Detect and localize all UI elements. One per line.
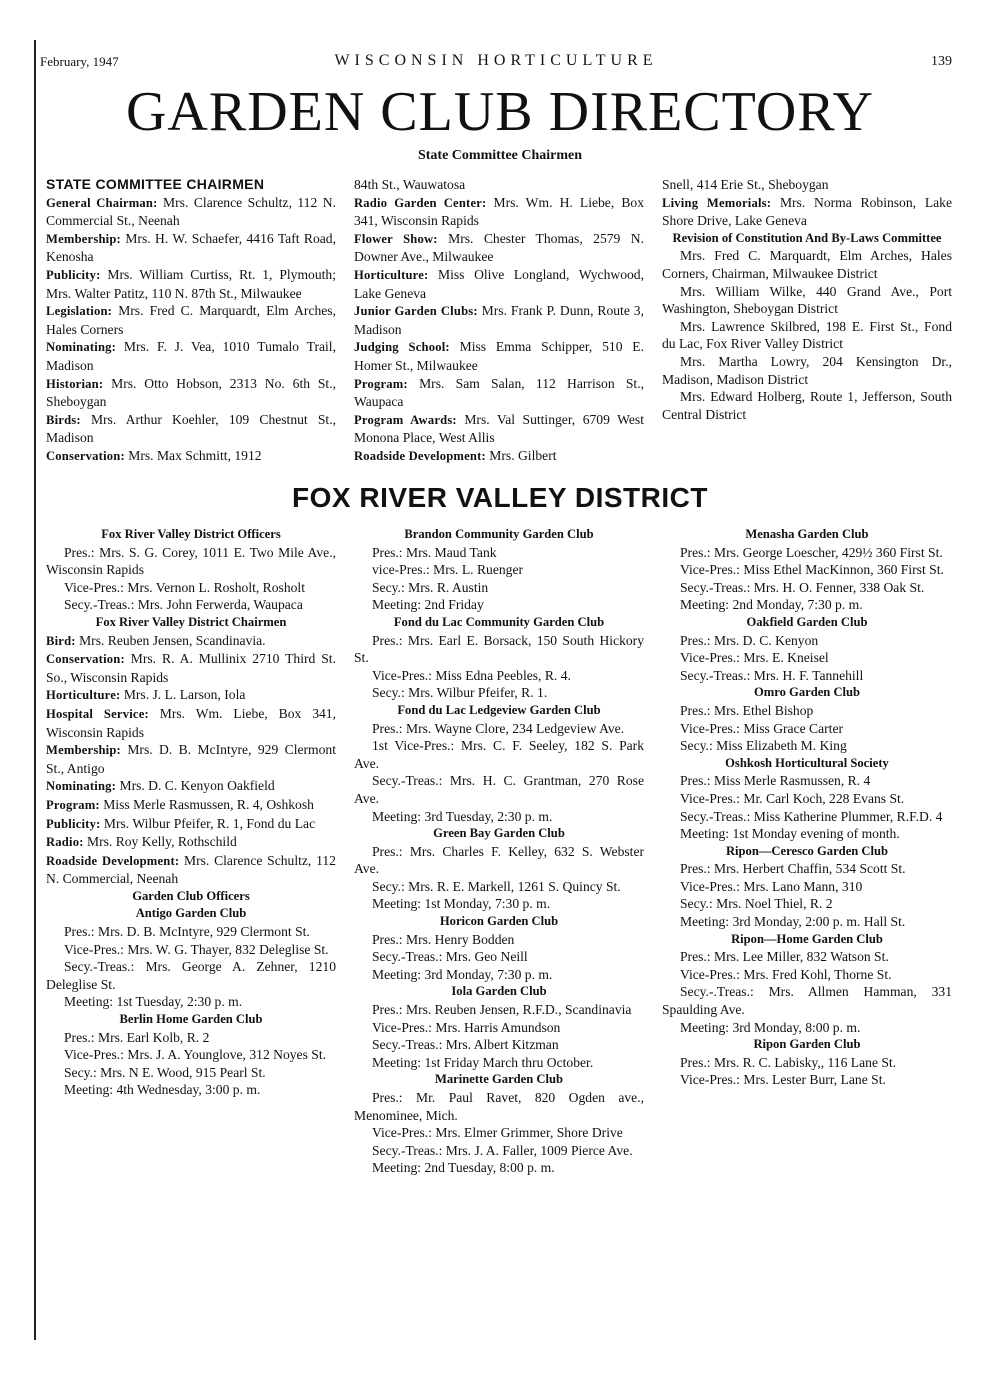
directory-entry [354,302,644,338]
directory-entry [46,411,336,447]
entry-text: Mrs. Wm. Liebe, Box 341, Wisconsin Rapids [46,705,336,740]
directory-entry [46,686,336,705]
club-officer-line: Pres.: Mrs. Wayne Clore, 234 Ledgeview Ave. [372,720,625,736]
club-officer-line: Vice-Pres.: Miss Ethel MacKinnon, 360 First St. [680,562,944,578]
directory-line: Mrs. Fred C. Marquardt, Elm Arches, Hales Corners, Chairman, Milwaukee District [662,248,952,281]
club-officer-line: Secy.: Mrs. Wilbur Pfeifer, R. 1. [372,685,548,701]
entry-text: Mrs. Gilbert [485,447,557,463]
club-officer-line: Secy.-Treas.: Mrs. H. O. Fenner, 338 Oak St. [680,579,925,595]
club-name: Oakfield Garden Club [746,614,868,629]
entry-text: Mrs. Otto Hobson, 2313 No. 6th St., Sheboygan [46,375,336,410]
entry-text: Mrs. Reuben Jensen, Scandinavia. [75,632,266,648]
directory-entry [46,705,336,741]
section-subtitle: State Committee Chairmen [417,148,583,163]
state-column-1 [46,176,336,466]
directory-entry [46,230,336,266]
club-officer-line: Secy.: Mrs. R. E. Markell, 1261 S. Quincy St. [372,878,621,894]
club-officer-line: Secy.: Mrs. Noel Thiel, R. 2 [680,896,833,912]
club-entry [46,1011,336,1099]
club-officer-line: Pres.: Mrs. Henry Bodden [372,931,515,947]
directory-line: Vice-Pres.: Mrs. Vernon L. Rosholt, Rosholt [64,579,305,595]
club-name: Fond du Lac Ledgeview Garden Club [397,702,601,717]
entry-label: General Chairman: [46,195,158,210]
club-officer-line: Meeting: 3rd Tuesday, 2:30 p. m. [372,808,553,824]
club-name: Oshkosh Horticultural Society [725,755,889,770]
directory-entry [662,176,952,194]
entry-text: Miss Olive Longland, Wychwood, Lake Geneva [354,266,644,301]
club-entry [662,843,952,931]
fox-col3-clubs [662,526,952,1089]
club-officer-line: Pres.: Mrs. George Loescher, 429½ 360 First St. [680,544,943,560]
entry-label: Conservation: [46,448,125,463]
club-officer-line: Secy.-Treas.: Mrs. Albert Kitzman [372,1037,559,1053]
directory-entry [662,194,952,230]
entry-label: Roadside Development: [46,853,180,868]
club-officer-line: Meeting: 3rd Monday, 8:00 p. m. [680,1019,861,1035]
directory-entry [46,741,336,777]
entry-label: Radio Garden Center: [354,195,487,210]
entry-label: Roadside Development: [354,448,486,463]
club-officer-line: Meeting: 2nd Monday, 7:30 p. m. [680,597,863,613]
club-name: Ripon—Home Garden Club [731,931,883,946]
entry-label: Program Awards: [354,412,457,427]
club-officers-heading: Garden Club Officers [132,888,250,903]
club-officer-line: Pres.: Mrs. R. C. Labisky,, 116 Lane St. [680,1054,897,1070]
directory-entry [46,632,336,651]
entry-text: Mrs. Max Schmitt, 1912 [124,447,262,463]
issue-date: February, 1947 [40,54,119,69]
club-entry [662,526,952,614]
entry-text: Mrs. Fred C. Marquardt, Elm Arches, Hales Corners [46,303,336,337]
directory-entry [46,302,336,338]
club-officer-line: Pres.: Mrs. D. C. Kenyon [680,632,819,648]
directory-entry [354,176,644,194]
district-officers-heading: Fox River Valley District Officers [101,527,281,541]
club-officer-line: Meeting: 3rd Monday, 2:00 p. m. Hall St. [680,914,906,930]
entry-label: Membership: [46,231,121,246]
page-number: 139 [931,54,952,69]
club-officer-line: Meeting: 2nd Friday [372,597,484,613]
club-name: Green Bay Garden Club [433,826,565,841]
club-officer-line: Vice-Pres.: Mrs. Lano Mann, 310 [680,878,863,894]
club-entry [354,702,644,825]
club-entry [354,614,644,702]
club-entry [354,913,644,983]
entry-text: Mrs. R. A. Mullinix 2710 Third St. So., Wisconsin Rapids [46,651,336,685]
directory-entry [46,338,336,374]
entry-label: Horticulture: [354,267,429,282]
directory-entry [354,338,644,374]
club-officer-line: Secy.: Mrs. R. Austin [372,579,489,595]
club-entry [662,614,952,684]
entry-text: Mrs. Wilbur Pfeifer, R. 1, Fond du Lac [100,815,316,831]
entry-text: Mrs. D. C. Kenyon Oakfield [116,778,275,794]
fox-column-2 [354,526,644,1177]
entry-text: Mrs. Chester Thomas, 2579 N. Downer Ave., Milwaukee [354,230,644,265]
club-officer-line: Meeting: 1st Monday evening of month. [680,826,900,842]
directory-entry [354,411,644,447]
club-officer-line: Pres.: Mrs. Earl E. Borsack, 150 South Hickory St. [354,632,644,666]
entry-label: Radio: [46,835,84,850]
club-officer-line: Secy.-.Treas.: Mrs. Allmen Hamman, 331 Spaulding Ave. [662,984,952,1018]
club-entry [662,1036,952,1089]
district-chairmen [46,632,336,888]
directory-entry [46,833,336,852]
entry-text: Mrs. William Curtiss, Rt. 1, Plymouth; Mrs. Walter Patitz, 110 N. 87th St., Milwaukee [46,266,336,301]
entry-text: Mrs. Arthur Koehler, 109 Chestnut St., Madison [46,411,336,446]
club-officer-line: Vice-Pres.: Mrs. Harris Amundson [372,1019,561,1035]
club-officer-line: Secy.-Treas.: Mrs. H. F. Tannehill [680,667,864,683]
entry-text: Snell, 414 Erie St., Sheboygan [662,177,829,192]
entry-label: Nominating: [46,340,117,355]
club-officer-line: Pres.: Mr. Paul Ravet, 820 Ogden ave., Menominee, Mich. [354,1090,644,1123]
directory-entry [46,194,336,230]
entry-label: Bird: [46,633,76,648]
state-col3-entries [662,176,952,230]
entry-text: Mrs. Val Suttinger, 6709 West Monona Place, West Allis [354,411,644,446]
state-col1-entries [46,194,336,466]
entry-text: Mrs. Clarence Schultz, 112 N. Commercial St., Neenah [46,194,336,229]
entry-text: Miss Merle Rasmussen, R. 4, Oshkosh [99,796,314,812]
club-officer-line: Pres.: Mrs. Lee Miller, 832 Watson St. [680,949,889,965]
entry-text: Mrs. J. L. Larson, Iola [120,687,246,703]
entry-label: Living Memorials: [662,195,772,210]
directory-entry [46,650,336,686]
club-name: Iola Garden Club [451,984,547,999]
club-officer-line: Secy.-Treas.: Mrs. J. A. Faller, 1009 Pierce Ave. [372,1142,633,1158]
club-entry [354,825,644,913]
entry-text: Mrs. Sam Salan, 112 Harrison St., Waupaca [354,375,644,410]
state-committee-heading: STATE COMMITTEE CHAIRMEN [46,176,265,192]
club-officer-line: Pres.: Mrs. Charles F. Kelley, 632 S. Webster Ave. [354,843,644,877]
entry-label: Flower Show: [354,231,438,246]
state-column-2 [354,176,644,466]
entry-text: Mrs. Wm. H. Liebe, Box 341, Wisconsin Rapids [354,194,644,229]
club-name: Horicon Garden Club [439,914,559,929]
club-officer-line: Secy.: Mrs. N E. Wood, 915 Pearl St. [64,1064,266,1080]
entry-text: Mrs. Norma Robinson, Lake Shore Drive, Lake Geneva [662,194,952,229]
entry-label: Historian: [46,376,104,391]
club-officer-line: Meeting: 4th Wednesday, 3:00 p. m. [64,1082,261,1098]
directory-entry [354,447,644,466]
club-officer-line: Pres.: Mrs. Maud Tank [372,544,497,560]
entry-label: Nominating: [46,779,117,794]
club-officer-line: Pres.: Mrs. Earl Kolb, R. 2 [64,1029,210,1045]
club-entry [662,931,952,1037]
club-officer-line: Pres.: Mrs. Herbert Chaffin, 534 Scott St. [680,861,906,877]
club-name: Berlin Home Garden Club [119,1012,263,1027]
club-officer-line: Pres.: Miss Merle Rasmussen, R. 4 [680,773,871,789]
directory-entry [46,375,336,411]
entry-text: 84th St., Wauwatosa [354,177,466,192]
fox-column-1 [46,526,336,1099]
entry-label: Hospital Service: [46,706,149,721]
directory-line: Mrs. Martha Lowry, 204 Kensington Dr., Madison, Madison District [662,353,952,387]
club-entry [46,905,336,1011]
bylaws-committee-heading: Revision of Constitution And By-Laws Committee [672,230,942,245]
entry-text: Mrs. F. J. Vea, 1010 Tumalo Trail, Madison [46,339,336,373]
running-header [40,52,952,74]
district-title: FOX RIVER VALLEY DISTRICT [292,482,708,513]
club-officer-line: Vice-Pres.: Mrs. Lester Burr, Lane St. [680,1072,886,1088]
club-entry [662,755,952,843]
entry-label: Publicity: [46,816,101,831]
entry-label: Junior Garden Clubs: [354,304,478,319]
club-officer-line: Vice-Pres.: Mrs. E. Kneisel [680,650,829,666]
directory-entry [354,375,644,411]
club-officer-line: Meeting: 2nd Tuesday, 8:00 p. m. [372,1160,555,1176]
journal-name: WISCONSIN HORTICULTURE [334,52,658,69]
club-officer-line: Vice-Pres.: Mrs. W. G. Thayer, 832 Deleglise St. [64,941,329,957]
directory-line: Mrs. Lawrence Skilbred, 198 E. First St., Fond du Lac, Fox River Valley District [662,318,952,352]
club-officer-line: Vice-Pres.: Miss Edna Peebles, R. 4. [372,667,571,683]
club-officer-line: Pres.: Mrs. D. B. McIntyre, 929 Clermont St. [64,924,310,940]
entry-text: Mrs. D. B. McIntyre, 929 Clermont St., Antigo [46,742,336,776]
club-name: Omro Garden Club [753,685,861,700]
club-officer-line: 1st Vice-Pres.: Mrs. C. F. Seeley, 182 S. Park Ave. [354,738,644,771]
entry-text: Mrs. Clarence Schultz, 112 N. Commercial, Neenah [46,852,336,887]
directory-entry [46,815,336,834]
club-officer-line: Vice-Pres.: Mrs. J. A. Younglove, 312 Noyes St. [64,1047,327,1063]
state-col2-entries [354,176,644,466]
entry-label: Program: [354,376,408,391]
club-officer-line: Secy.: Miss Elizabeth M. King [680,738,847,754]
directory-line: Mrs. Edward Holberg, Route 1, Jefferson, South Central District [662,389,952,422]
club-officer-line: Secy.-Treas.: Mrs. H. C. Grantman, 270 Rose Ave. [354,773,644,806]
entry-label: Horticulture: [46,688,121,703]
club-officer-line: Meeting: 1st Tuesday, 2:30 p. m. [64,994,243,1010]
page-title: GARDEN CLUB DIRECTORY [125,81,874,143]
entry-label: Legislation: [46,304,113,319]
club-officer-line: Secy.-Treas.: Mrs. Geo Neill [372,949,528,965]
club-officer-line: Pres.: Mrs. Ethel Bishop [680,702,814,718]
entry-text: Mrs. Frank P. Dunn, Route 3, Madison [354,303,644,337]
directory-entry [46,852,336,888]
club-name: Brandon Community Garden Club [404,527,594,541]
club-officer-line: Vice-Pres.: Mr. Carl Koch, 228 Evans St. [680,790,905,806]
club-name: Fond du Lac Community Garden Club [393,614,605,629]
club-name: Menasha Garden Club [745,527,869,541]
state-column-3 [662,176,952,423]
bylaws-members [662,247,952,423]
directory-entry [46,777,336,796]
club-officer-line: vice-Pres.: Mrs. L. Ruenger [372,562,524,578]
directory-entry [46,796,336,815]
entry-text: Miss Emma Schipper, 510 E. Homer St., Milwaukee [354,339,644,373]
club-officer-line: Vice-Pres.: Mrs. Elmer Grimmer, Shore Drive [372,1125,623,1141]
directory-entry [354,194,644,230]
directory-entry [354,266,644,302]
directory-entry [46,266,336,302]
left-margin-rule [34,40,36,1340]
club-entry [354,983,644,1071]
club-officer-line: Secy.-Treas.: Miss Katherine Plummer, R.F.D. 4 [680,808,943,824]
fox-col1-clubs [46,905,336,1099]
club-officer-line: Secy.-Treas.: Mrs. George A. Zehner, 1210 Deleglise St. [46,959,336,992]
entry-label: Publicity: [46,267,101,282]
club-entry [354,1071,644,1177]
club-name: Marinette Garden Club [434,1072,564,1087]
district-officers [46,544,336,614]
club-entry [662,684,952,754]
club-officer-line: Meeting: 1st Monday, 7:30 p. m. [372,896,551,912]
directory-line: Secy.-Treas.: Mrs. John Ferwerda, Waupaca [64,597,303,613]
club-officer-line: Pres.: Mrs. Reuben Jensen, R.F.D., Scandinavia [372,1002,632,1018]
club-officer-line: Vice-Pres.: Mrs. Fred Kohl, Thorne St. [680,966,892,982]
club-name: Ripon Garden Club [753,1037,861,1052]
club-officer-line: Meeting: 1st Friday March thru October. [372,1054,594,1070]
club-officer-line: Vice-Pres.: Miss Grace Carter [680,720,844,736]
directory-entry [46,447,336,466]
fox-column-3 [662,526,952,1089]
directory-entry [354,230,644,266]
entry-label: Conservation: [46,652,125,667]
entry-label: Membership: [46,743,121,758]
district-chairmen-heading: Fox River Valley District Chairmen [95,614,287,629]
entry-text: Mrs. Roy Kelly, Rothschild [83,834,237,850]
entry-label: Birds: [46,412,81,427]
entry-text: Mrs. H. W. Schaefer, 4416 Taft Road, Kenosha [46,230,336,265]
directory-line: Mrs. William Wilke, 440 Grand Ave., Port Washington, Sheboygan District [662,283,952,317]
entry-label: Judging School: [354,340,450,355]
club-name: Antigo Garden Club [135,906,247,921]
club-officer-line: Meeting: 3rd Monday, 7:30 p. m. [372,966,553,982]
directory-line: Pres.: Mrs. S. G. Corey, 1011 E. Two Mile Ave., Wisconsin Rapids [46,544,336,578]
fox-col2-clubs [354,526,644,1177]
club-name: Ripon—Ceresco Garden Club [725,843,889,858]
club-entry [354,526,644,614]
entry-label: Program: [46,797,100,812]
